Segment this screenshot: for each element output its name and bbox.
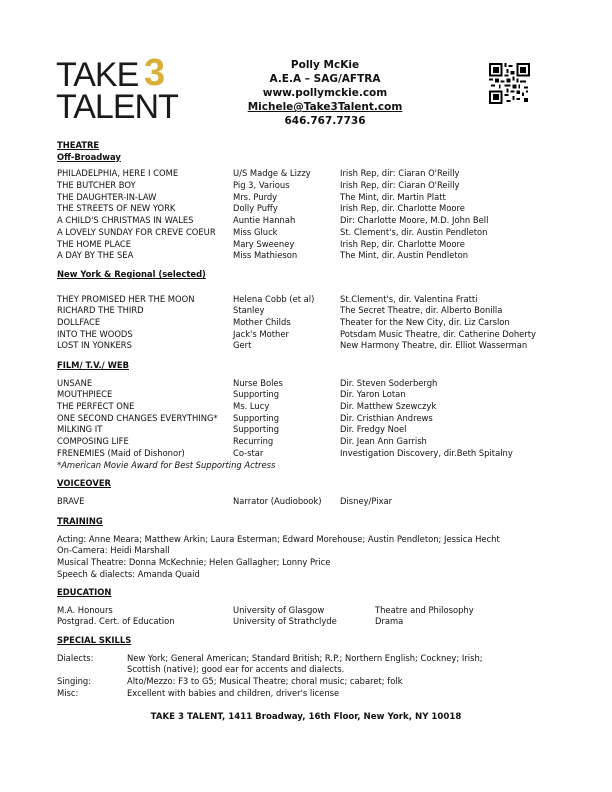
credit-row (57, 413, 557, 425)
credit-show: MOUTHPIECE (57, 389, 113, 400)
credit-role: Supporting (233, 424, 280, 435)
credit-venue: Dir. Jean Ann Garrish (340, 436, 427, 447)
voiceover-section (57, 478, 557, 507)
credit-row (57, 436, 557, 448)
credit-row (57, 180, 557, 192)
education-school: University of Strathclyde (233, 616, 337, 627)
education-row (57, 605, 557, 617)
credit-venue: New Harmony Theatre, dir. Elliot Wasserman (340, 340, 528, 351)
credit-row (57, 192, 557, 204)
credit-show: BRAVE (57, 495, 85, 506)
education-field: Theatre and Philosophy (375, 604, 474, 615)
credit-show: INTO THE WOODS (57, 328, 133, 339)
training-section (57, 516, 557, 580)
credit-venue: Potsdam Music Theatre, dir. Catherine Doherty (340, 328, 536, 339)
credit-role: Miss Gluck (233, 226, 278, 237)
education-heading: EDUCATION (57, 587, 112, 597)
credit-role: Jack's Mother (233, 328, 289, 339)
credit-venue: Irish Rep, dir. Charlotte Moore (340, 203, 465, 214)
training-line: Speech & dialects: Amanda Quaid (57, 568, 200, 579)
award-note (57, 460, 557, 472)
credit-row (57, 424, 557, 436)
credit-venue: Dir. Matthew Szewczyk (340, 401, 437, 412)
film-heading: FILM/ T.V./ WEB (57, 360, 130, 370)
education-school: University of Glasgow (233, 604, 325, 615)
credit-role: Pig 3, Various (233, 180, 290, 191)
credit-role: Nurse Boles (233, 377, 283, 388)
credit-role: Co-star (233, 447, 264, 458)
skill-value: Excellent with babies and children, driver's license (127, 687, 340, 698)
theatre-section (57, 140, 557, 262)
credit-row (57, 317, 557, 329)
credit-row (57, 227, 557, 239)
credit-role: Ms. Lucy (233, 401, 270, 412)
skills-heading: SPECIAL SKILLS (57, 635, 132, 645)
award-note-text: *American Movie Award for Best Supporting Actress (57, 459, 276, 470)
skill-misc (57, 688, 557, 700)
credit-venue: Irish Rep, dir: Ciaran O'Reilly (340, 180, 460, 191)
credit-show: THE STREETS OF NEW YORK (57, 203, 176, 214)
skill-value: Scottish (native); good ear for accents and dialects. (127, 664, 345, 675)
credit-row (57, 203, 557, 215)
credit-venue: Irish Rep, dir. Charlotte Moore (340, 238, 465, 249)
credit-venue: St. Clement's, dir. Austin Pendleton (340, 226, 488, 237)
credit-role: Auntie Hannah (233, 215, 296, 226)
credit-show: DOLLFACE (57, 317, 101, 328)
credit-row (57, 401, 557, 413)
credit-row (57, 448, 557, 460)
skill-label: Dialects: (57, 652, 94, 663)
credit-row (57, 496, 557, 508)
credit-venue: Investigation Discovery, dir.Beth Spitalny (340, 447, 513, 458)
credit-row (57, 250, 557, 262)
credit-show: RICHARD THE THIRD (57, 305, 144, 316)
credit-show: LOST IN YONKERS (57, 340, 132, 351)
training-line: On-Camera: Heidi Marshall (57, 545, 170, 556)
logo-line2: TALENT (56, 88, 178, 126)
credit-role: Supporting (233, 412, 280, 423)
off-broadway-heading: Off-Broadway (57, 151, 121, 162)
credit-role: Narrator (Audiobook) (233, 495, 322, 506)
skill-value: New York; General American; Standard British; R.P.; Northern English; Cockney; Irish; (127, 652, 483, 663)
credit-row (57, 389, 557, 401)
credit-venue: St.Clement's, dir. Valentina Fratti (340, 293, 478, 304)
email-link[interactable]: Michele@Take3Talent.com (247, 101, 403, 113)
phone-number: 646.767.7736 (284, 115, 366, 127)
education-row (57, 616, 557, 628)
credit-row (57, 340, 557, 352)
credit-show: A LOVELY SUNDAY FOR CREVE COEUR (57, 226, 216, 237)
credit-show: A CHILD'S CHRISTMAS IN WALES (57, 215, 194, 226)
credit-row (57, 168, 557, 180)
credit-show: MILKING IT (57, 424, 103, 435)
credit-role: U/S Madge & Lizzy (233, 168, 311, 179)
credit-role: Stanley (233, 305, 265, 316)
credit-role: Miss Mathieson (233, 250, 298, 261)
credit-venue: Dir. Steven Soderbergh (340, 377, 438, 388)
regional-heading: New York & Regional (selected) (57, 269, 206, 279)
credit-role: Dolly Puffy (233, 203, 278, 214)
credit-venue: Dir. Fredgy Noel (340, 424, 407, 435)
credit-show: COMPOSING LIFE (57, 436, 129, 447)
credit-venue: Irish Rep, dir: Ciaran O'Reilly (340, 168, 460, 179)
credit-row (57, 378, 557, 390)
credit-role: Supporting (233, 389, 280, 400)
skill-dialects (57, 653, 557, 665)
credit-venue: The Mint, dir. Austin Pendleton (340, 250, 469, 261)
credit-show: THE HOME PLACE (57, 238, 132, 249)
credit-show: FRENEMIES (Maid of Dishonor) (57, 447, 185, 458)
credit-venue: Dir. Cristhian Andrews (340, 412, 433, 423)
qr-code-icon[interactable] (489, 63, 530, 104)
credit-row (57, 239, 557, 251)
credit-role: Mother Childs (233, 317, 291, 328)
agency-footer: TAKE 3 TALENT, 1411 Broadway, 16th Floor, New York, NY 10018 (150, 712, 462, 722)
training-line: Acting: Anne Meara; Matthew Arkin; Laura Esterman; Edward Morehouse; Austin Pendleton; Jessica Hecht (57, 533, 500, 544)
credit-venue: The Secret Theatre, dir. Alberto Bonilla (340, 305, 503, 316)
credit-venue: Theater for the New City, dir. Liz Carslon (340, 317, 510, 328)
union-affiliations: A.E.A – SAG/AFTRA (269, 73, 381, 85)
theatre-heading: THEATRE (57, 140, 100, 150)
skill-value: Alto/Mezzo: F3 to G5; Musical Theatre; choral music; cabaret; folk (127, 676, 403, 687)
skills-section (57, 635, 557, 699)
credit-show: THE PERFECT ONE (57, 401, 135, 412)
credit-show: THE DAUGHTER-IN-LAW (57, 191, 157, 202)
credit-show: THEY PROMISED HER THE MOON (57, 293, 195, 304)
credit-role: Recurring (233, 436, 274, 447)
education-degree: Postgrad. Cert. of Education (57, 616, 175, 627)
skill-dialects-cont (57, 664, 557, 676)
credit-venue: Disney/Pixar (340, 495, 393, 506)
credit-show: THE BUTCHER BOY (57, 180, 136, 191)
actor-name: Polly McKie (290, 59, 360, 71)
logo-line1: TAKE (56, 56, 139, 94)
training-heading: TRAINING (57, 516, 103, 526)
skill-label: Singing: (57, 676, 92, 687)
credit-show: ONE SECOND CHANGES EVERYTHING* (57, 412, 218, 423)
education-field: Drama (375, 616, 404, 627)
credit-show: PHILADELPHIA, HERE I COME (57, 168, 179, 179)
credit-role: Mary Sweeney (233, 238, 295, 249)
credit-venue: The Mint, dir. Martin Platt (340, 191, 446, 202)
credit-show: UNSANE (57, 377, 93, 388)
education-degree: M.A. Honours (57, 604, 113, 615)
credit-role: Mrs. Purdy (233, 191, 278, 202)
regional-section (57, 269, 557, 352)
credit-row (57, 294, 557, 306)
agency-logo (56, 52, 178, 126)
credit-role: Gert (233, 340, 252, 351)
credit-row (57, 305, 557, 317)
credit-show: A DAY BY THE SEA (57, 250, 134, 261)
logo-number: 3 (144, 52, 166, 94)
website-link[interactable]: www.pollymckie.com (262, 87, 388, 99)
film-section (57, 360, 557, 471)
skill-label: Misc: (57, 687, 79, 698)
credit-venue: Dir: Charlotte Moore, M.D. John Bell (340, 215, 489, 226)
skill-singing (57, 676, 557, 688)
contact-header (200, 58, 450, 128)
education-section (57, 587, 557, 628)
credit-venue: Dir. Yaron Lotan (340, 389, 406, 400)
credit-role: Helena Cobb (et al) (233, 293, 315, 304)
credit-row (57, 215, 557, 227)
voiceover-heading: VOICEOVER (57, 478, 111, 488)
training-line: Musical Theatre: Donna McKechnie; Helen Gallagher; Lonny Price (57, 557, 331, 568)
credit-row (57, 329, 557, 341)
